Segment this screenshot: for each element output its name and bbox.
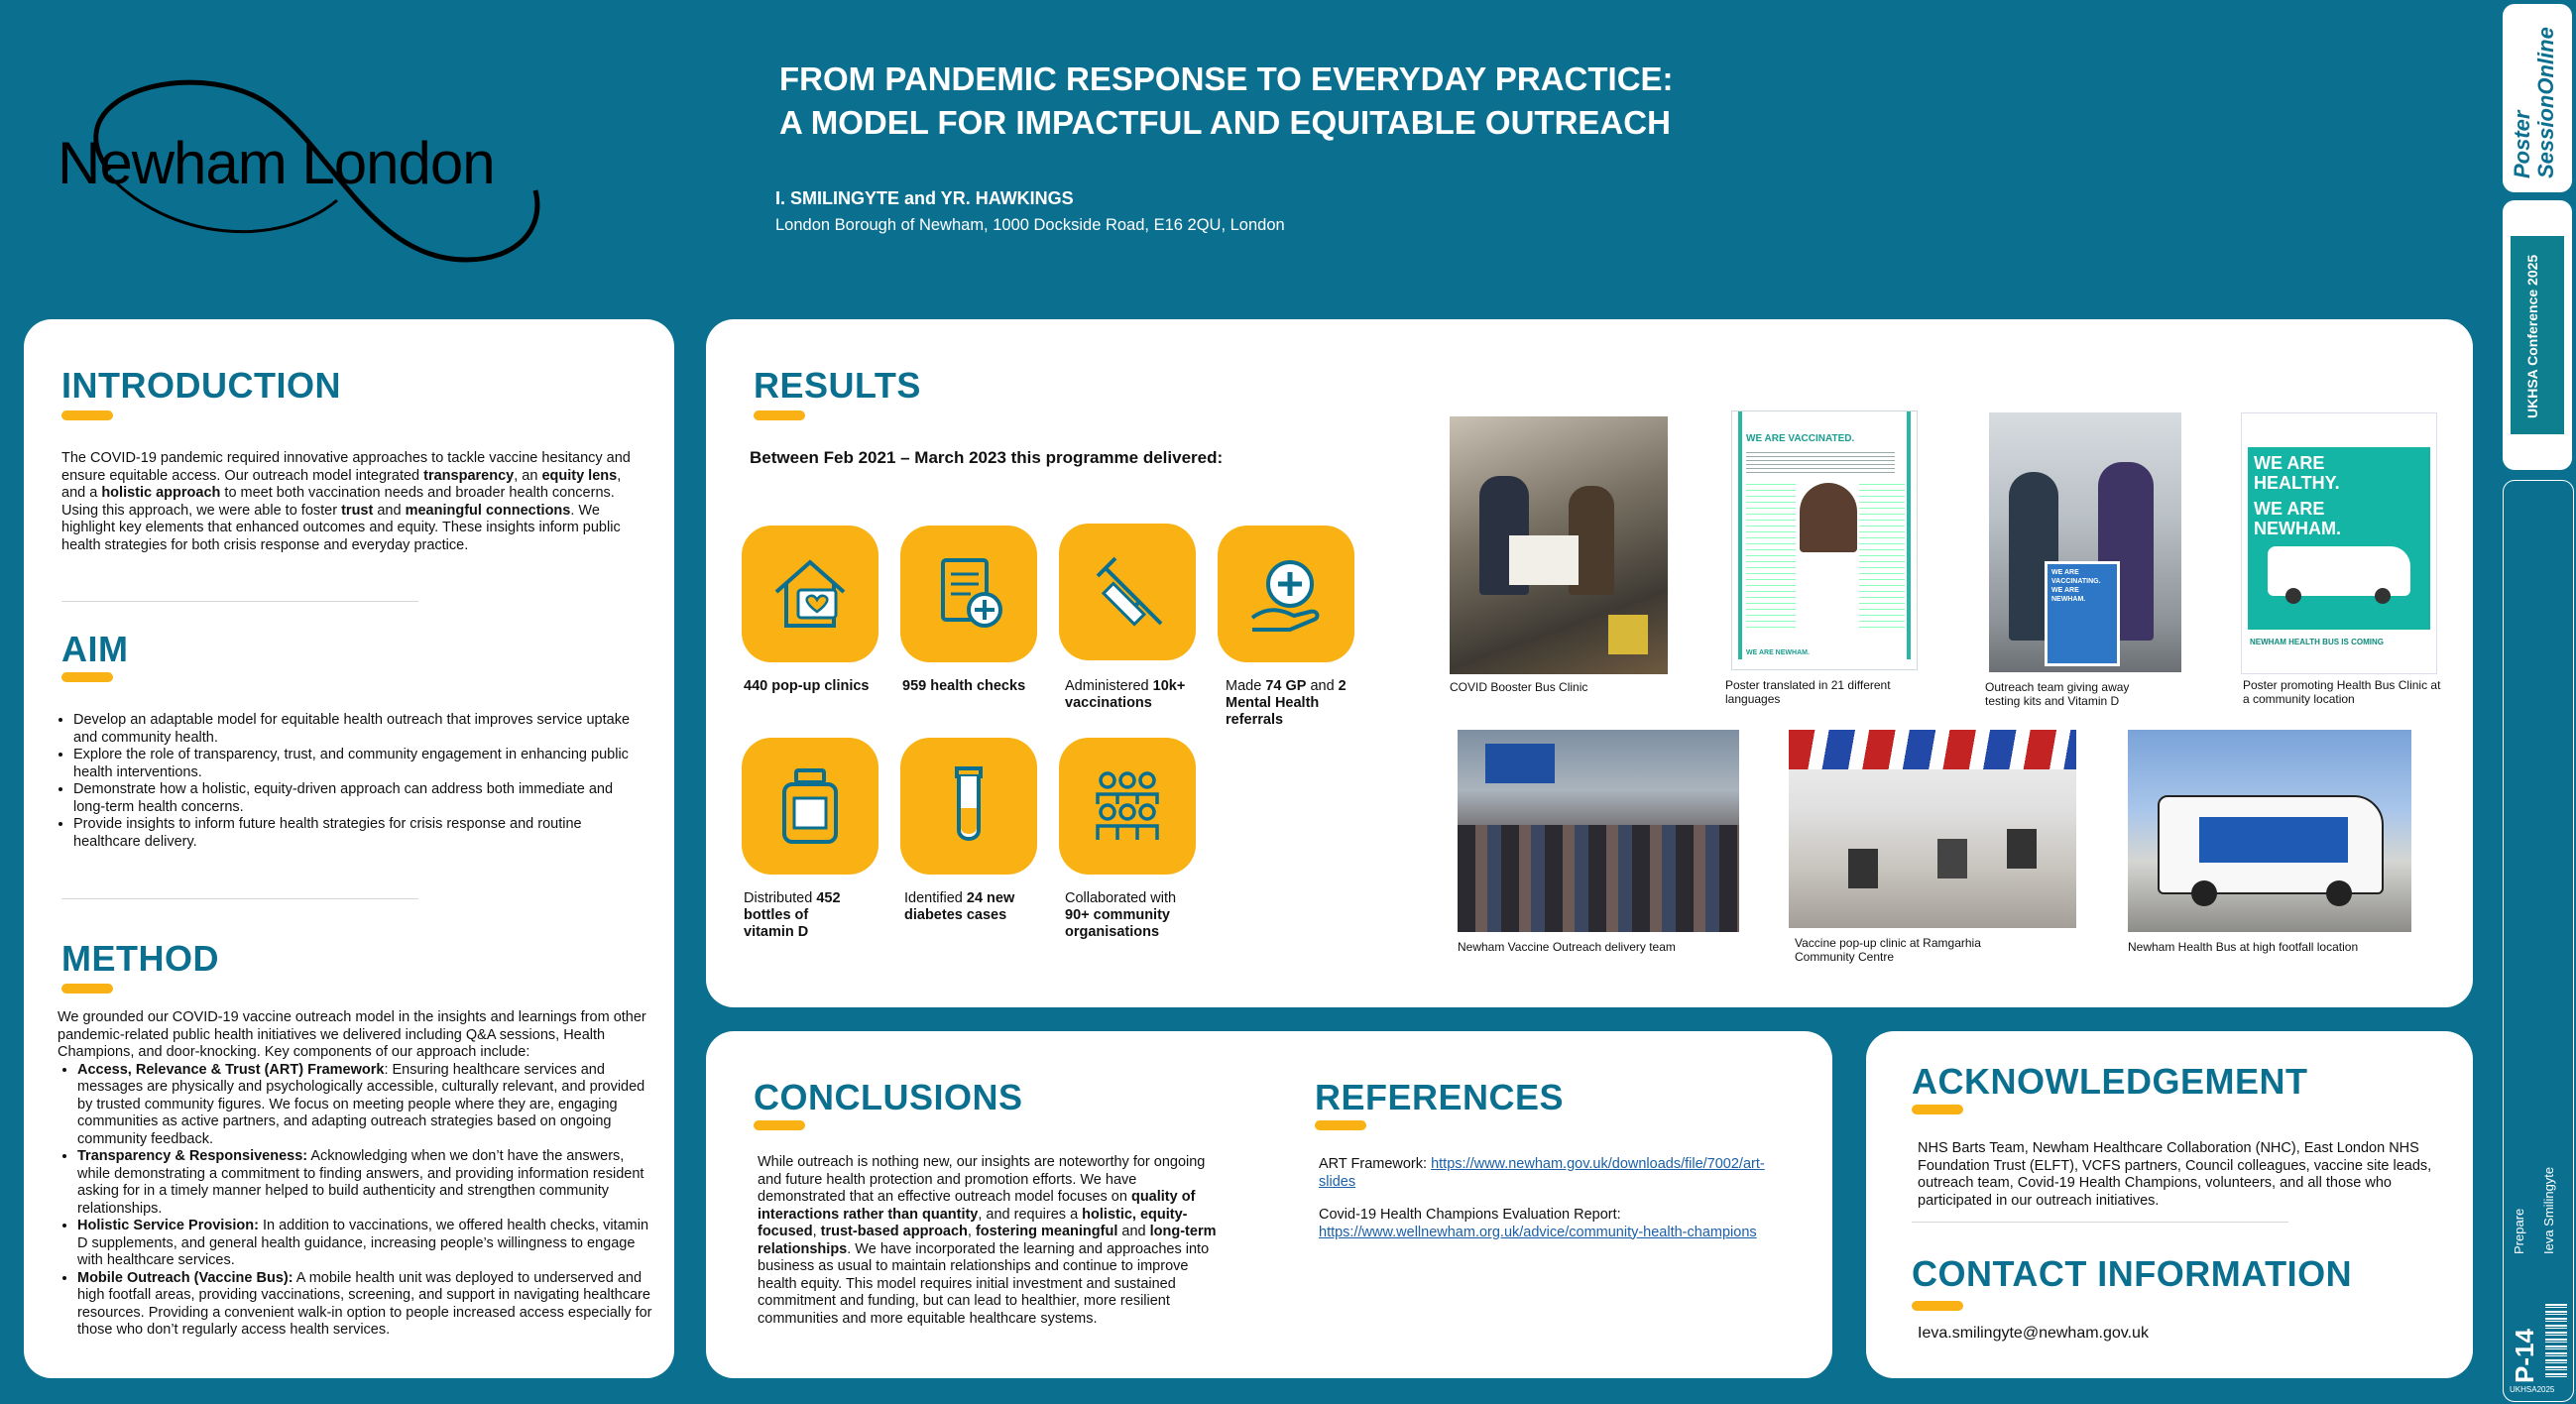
caption-booster-bus: COVID Booster Bus Clinic xyxy=(1450,680,1588,694)
sidebar-code: UKHSA2025 xyxy=(2510,1385,2555,1394)
stat-value-2: 2 Mental Health referrals xyxy=(1226,678,1347,728)
stat-referrals xyxy=(1226,678,1374,729)
aim-item: • Provide insights to inform future health strategies for crisis response and routine healthcare delivery. xyxy=(73,816,648,851)
acknowledgement-underline xyxy=(1912,1105,1963,1114)
authors: I. SMILINGYTE and YR. HAWKINGS xyxy=(775,188,1074,208)
acknowledgement-title: ACKNOWLEDGEMENT xyxy=(1912,1061,2308,1102)
aim-item: • Explore the role of transparency, trust, and community engagement in enhancing public health interventions. xyxy=(73,747,648,781)
diabetes-tile xyxy=(900,738,1037,875)
method-title: METHOD xyxy=(61,938,219,979)
contact-underline xyxy=(1912,1301,1963,1311)
conclusions-underline xyxy=(754,1120,805,1130)
caption-health-bus: Newham Health Bus at high footfall location xyxy=(2128,940,2359,954)
community-group-icon xyxy=(1080,759,1175,854)
brand-line-1: Poster xyxy=(2510,110,2534,178)
method-item-text: A mobile health unit was deployed to underserved and high footfall areas, providing vaccinations, screening, and support in navigating healthcare resources. Providing a convenient walk-in option to people increased access especially for those who don’t regularly access health services. xyxy=(77,1269,652,1338)
affiliation: London Borough of Newham, 1000 Dockside Road, E16 2QU, London xyxy=(775,216,1285,234)
stat-value: 452 bottles of vitamin D xyxy=(744,890,841,940)
method-item-bold: Transparency & Responsiveness: xyxy=(77,1148,308,1164)
sign-line-4: NEWHAM. xyxy=(2051,596,2086,603)
community-org-tile xyxy=(1059,738,1196,875)
logo-text: Newham London xyxy=(58,130,495,196)
method-item-text: : Ensuring healthcare services and messages are physically and psychologically accessible, culturally relevant, and provided by trusted community figures. We focus on meeting people where they are, engaging communities as active partners, and adapting outreach strategies based on ongoing community feedback. xyxy=(77,1061,645,1147)
concl-bold-5: long-term relationships xyxy=(758,1224,1217,1257)
intro-text-3: , and a xyxy=(61,467,622,501)
intro-bold-5: meaningful connections xyxy=(405,502,571,519)
popup-clinic-tile xyxy=(742,526,878,662)
references-underline xyxy=(1315,1120,1366,1130)
divider-3 xyxy=(1912,1222,2288,1223)
concl-bold-4: fostering meaningful xyxy=(975,1224,1118,1239)
conclusions-title: CONCLUSIONS xyxy=(754,1077,1023,1117)
reference-2 xyxy=(1319,1207,1785,1241)
poster2-text xyxy=(2254,453,2341,538)
concl-bold-3: trust-based approach xyxy=(820,1224,968,1239)
photo-health-bus xyxy=(2128,730,2411,932)
results-title: RESULTS xyxy=(754,365,921,406)
intro-bold-2: equity lens xyxy=(541,467,618,484)
intro-text-1: The COVID-19 pandemic required innovative approaches to tackle vaccine hesitancy and ensure equitable access. Our outreach model integrated xyxy=(61,450,631,484)
intro-text-6: . We highlight key elements that enhanced outcomes and equity. These insights inform public health strategies for both crisis response and everyday practice. xyxy=(61,502,621,553)
concl-text-6: . We have incorporated the learning and approaches into business as usual to maintain relationships and continue to improve health equity. This model requires initial investment and sustained commitment and funding, but can lead to healthier, more resilient communities and more equitable healthcare systems. xyxy=(758,1240,1210,1327)
photo-health-bus-poster xyxy=(2241,412,2437,674)
sidebar-author: Ieva Smilingyte xyxy=(2541,1166,2556,1254)
conclusions-text xyxy=(758,1154,1224,1328)
method-item-text: Acknowledging when we don’t have the answers, while demonstrating a commitment to finding answers, and providing information resident asking for in a timely manner helped to build authenticity and strengthen community relationships. xyxy=(77,1148,644,1217)
stat-value: 74 GP xyxy=(1265,678,1307,694)
method-underline xyxy=(61,984,113,994)
results-underline xyxy=(754,410,805,420)
poster2-line-3: WE ARE xyxy=(2254,499,2325,519)
caption-translated-poster: Poster translated in 21 different languages xyxy=(1725,678,1891,706)
stat-prefix: Administered xyxy=(1065,678,1153,694)
newham-logo xyxy=(50,52,545,280)
sidebar-lower-card xyxy=(2503,480,2574,1402)
test-tube-icon xyxy=(921,759,1016,854)
barcode-icon xyxy=(2545,1304,2567,1379)
photo-booster-bus xyxy=(1450,416,1668,674)
stat-vitamin-d xyxy=(744,890,863,941)
title-line-2: A MODEL FOR IMPACTFUL AND EQUITABLE OUTREACH xyxy=(779,104,1671,141)
reference-2-label: Covid-19 Health Champions Evaluation Report: xyxy=(1319,1207,1621,1223)
stat-community-orgs xyxy=(1065,890,1194,941)
reference-2-link[interactable]: https://www.wellnewham.org.uk/advice/community-health-champions xyxy=(1319,1224,1757,1240)
conclusions-panel xyxy=(706,1031,1832,1378)
caption-popup-clinic: Vaccine pop-up clinic at Ramgarhia Community Centre xyxy=(1795,936,1981,964)
photo-vaccine-team xyxy=(1458,730,1739,932)
acknowledgement-text: NHS Barts Team, Newham Healthcare Collaboration (NHC), East London NHS Foundation Trust (ELFT), VCFS partners, Council colleagues, vaccine site leads, outreach team, Covid-19 Health Champions, volunteers, and all those who participated in our outreach initiatives. xyxy=(1918,1140,2432,1209)
bus-icon xyxy=(2268,546,2410,596)
concl-text-2: , and requires a xyxy=(978,1206,1083,1223)
sign-line-2: VACCINATING. xyxy=(2051,578,2101,585)
stat-prefix: Identified xyxy=(904,890,967,906)
sidebar-brand-card xyxy=(2503,4,2572,192)
stat-mid: and xyxy=(1306,678,1339,694)
photo-translated-poster xyxy=(1731,410,1918,670)
method-text xyxy=(58,1009,652,1340)
contact-title: CONTACT INFORMATION xyxy=(1912,1253,2353,1294)
sign-text xyxy=(2048,564,2117,608)
brand-line-2: SessionOnline xyxy=(2533,27,2558,178)
aim-item: • Develop an adaptable model for equitable health outreach that improves service uptake and community health. xyxy=(73,712,648,747)
introduction-text xyxy=(61,450,648,554)
concl-bold-1: quality of interactions rather than quantity xyxy=(758,1189,1196,1223)
bottle-icon xyxy=(762,759,858,854)
aim-item: • Demonstrate how a holistic, equity-driven approach can address both immediate and long-term health concerns. xyxy=(73,781,648,816)
intro-text-4: to meet both vaccination needs and broader health concerns. Using this approach, we were able to foster xyxy=(61,485,615,519)
method-item xyxy=(77,1062,652,1149)
left-panel xyxy=(24,319,674,1378)
divider-2 xyxy=(61,898,418,899)
hand-cross-icon xyxy=(1238,546,1334,642)
stat-value: 440 pop-up clinics xyxy=(744,678,870,694)
concl-text-4: , xyxy=(967,1224,976,1239)
results-panel xyxy=(706,319,2473,1007)
sidebar-conference-card xyxy=(2503,200,2572,470)
health-check-tile xyxy=(900,526,1037,662)
intro-bold-1: transparency xyxy=(423,467,515,484)
method-item-bold: Holistic Service Provision: xyxy=(77,1218,259,1233)
medical-report-icon xyxy=(921,546,1016,642)
intro-bold-3: holistic approach xyxy=(101,485,221,501)
concl-text-3: , xyxy=(812,1224,821,1239)
method-item-bold: Mobile Outreach (Vaccine Bus): xyxy=(77,1269,293,1286)
caption-outreach-team: Outreach team giving away testing kits and Vitamin D xyxy=(1985,680,2130,708)
method-intro: We grounded our COVID-19 vaccine outreach model in the insights and learnings from other pandemic-related public health initiatives we delivered including Q&A sessions, Health Champions, and door-knocking. Key components of our approach include: xyxy=(58,1009,646,1060)
poster-heading: WE ARE VACCINATED. xyxy=(1746,433,1855,444)
concl-text-1: While outreach is nothing new, our insights are noteworthy for ongoing and future health protection and promotion efforts. We have demonstrated that an effective outreach model focuses on xyxy=(758,1154,1206,1205)
poster2-line-1: WE ARE xyxy=(2254,453,2325,473)
caption-vaccine-team: Newham Vaccine Outreach delivery team xyxy=(1458,940,1676,954)
method-item xyxy=(77,1218,652,1270)
poster-footer: WE ARE NEWHAM. xyxy=(1746,649,1810,656)
references-list xyxy=(1319,1156,1785,1241)
stat-health-checks xyxy=(902,678,1051,695)
stat-vaccinations xyxy=(1065,678,1214,712)
poster2-footer: NEWHAM HEALTH BUS IS COMING xyxy=(2250,638,2384,646)
caption-health-bus-poster: Poster promoting Health Bus Clinic at a community location xyxy=(2243,678,2441,706)
reference-1-link[interactable]: https://www.newham.gov.uk/downloads/file/7002/art-slides xyxy=(1319,1156,1765,1190)
board-number: P-14 xyxy=(2510,1329,2539,1383)
sidebar-prepare: Prepare xyxy=(2512,1208,2526,1254)
stat-prefix: Made xyxy=(1226,678,1266,694)
sidebar-brand xyxy=(2511,27,2558,178)
poster-title xyxy=(779,58,1870,145)
stat-prefix: Collaborated with xyxy=(1065,890,1177,906)
conference-name: UKHSA Conference 2025 xyxy=(2524,254,2540,418)
stat-value: 24 new diabetes cases xyxy=(904,890,1015,923)
reference-1 xyxy=(1319,1156,1785,1191)
gp-referral-tile xyxy=(1218,526,1354,662)
title-line-1: FROM PANDEMIC RESPONSE TO EVERYDAY PRACTICE: xyxy=(779,60,1674,97)
stat-value: 10k+ vaccinations xyxy=(1065,678,1186,711)
method-item-bold: Access, Relevance & Trust (ART) Framework xyxy=(77,1061,385,1078)
sign-line-1: WE ARE xyxy=(2051,569,2079,576)
intro-text-2: , an xyxy=(514,467,542,484)
stat-prefix: Distributed xyxy=(744,890,817,906)
concl-text-5: and xyxy=(1117,1224,1150,1239)
introduction-title: INTRODUCTION xyxy=(61,365,341,406)
photo-outreach-team xyxy=(1989,412,2181,672)
house-heart-icon xyxy=(762,546,858,642)
references-title: REFERENCES xyxy=(1315,1077,1565,1117)
results-subtitle: Between Feb 2021 – March 2023 this programme delivered: xyxy=(750,448,1224,467)
stat-value: 959 health checks xyxy=(902,678,1026,694)
method-item-text: In addition to vaccinations, we offered health checks, vitamin D supplements, and general health guidance, increasing people’s willingness to engage with healthcare services. xyxy=(77,1218,649,1268)
aim-title: AIM xyxy=(61,629,129,669)
photo-popup-clinic xyxy=(1789,730,2076,928)
introduction-underline xyxy=(61,410,113,420)
divider-1 xyxy=(61,601,418,602)
reference-1-label: ART Framework: xyxy=(1319,1156,1432,1172)
contact-email[interactable]: Ieva.smilingyte@newham.gov.uk xyxy=(1918,1325,2149,1342)
poster2-line-4: NEWHAM. xyxy=(2254,519,2341,538)
intro-bold-4: trust xyxy=(341,502,374,519)
poster2-line-2: HEALTHY. xyxy=(2254,473,2340,493)
vaccination-tile xyxy=(1059,524,1196,660)
stat-value: 90+ community organisations xyxy=(1065,907,1170,940)
method-item xyxy=(77,1148,652,1218)
method-item xyxy=(77,1270,652,1340)
aim-list xyxy=(54,712,648,851)
acknowledgement-panel xyxy=(1866,1031,2473,1378)
aim-underline xyxy=(61,672,113,682)
syringe-icon xyxy=(1080,544,1175,640)
intro-text-5: and xyxy=(373,502,406,519)
sign-line-3: WE ARE xyxy=(2051,587,2079,594)
stat-diabetes xyxy=(904,890,1033,924)
concl-bold-2: holistic, equity-focused xyxy=(758,1206,1188,1239)
vitamin-d-tile xyxy=(742,738,878,875)
stat-popup-clinics xyxy=(744,678,892,695)
